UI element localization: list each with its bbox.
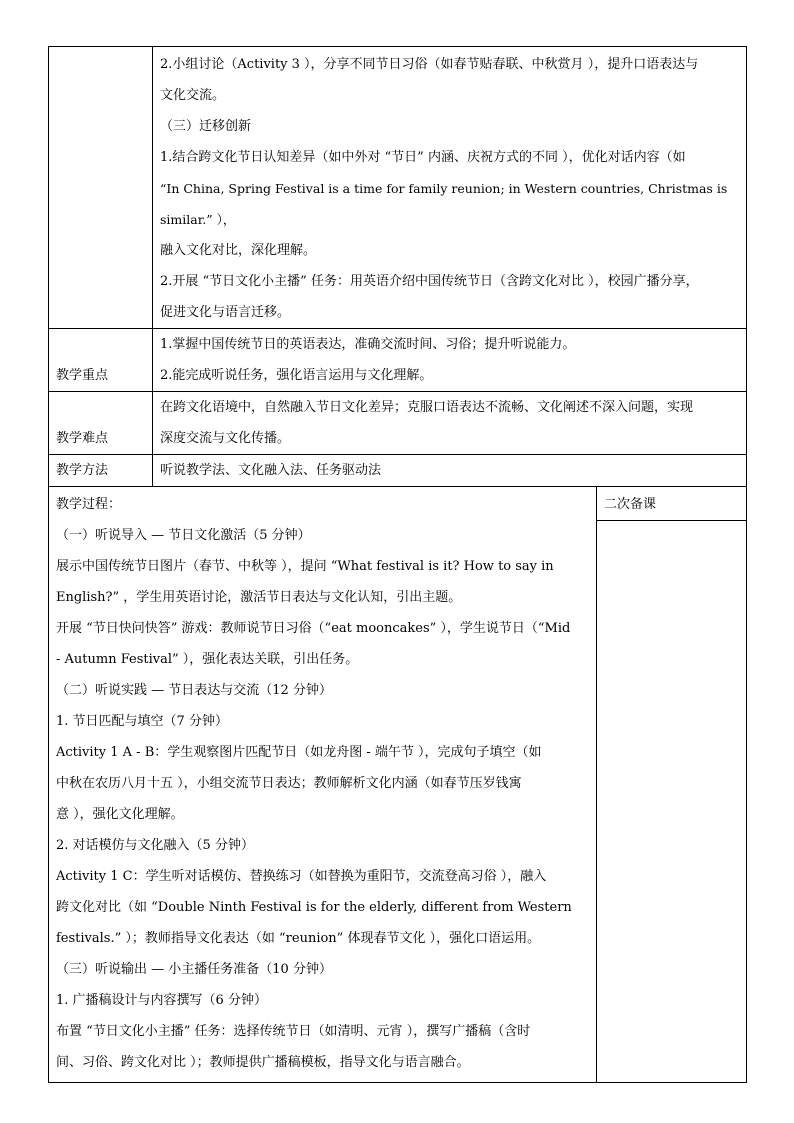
row-methods: [49, 455, 747, 487]
text-line: 展示中国传统节日图片（春节、中秋等 ），提问 “What festival is it? How to say in: [56, 559, 554, 574]
row-methods-content: 听说教学法、文化融入法、任务驱动法: [153, 455, 747, 487]
text-line: （一）听说导入 — 节日文化激活（5 分钟）: [56, 528, 311, 543]
text-line: Activity 1 C：学生听对话模仿、替换练习（如替换为重阳节，交流登高习俗 ），融入: [56, 869, 547, 884]
text-line: 教学过程：: [56, 497, 122, 512]
text-line: 文化交流。: [160, 88, 226, 103]
text-line: 深度交流与文化传播。: [160, 431, 291, 446]
text-line: （三）迁移创新: [160, 119, 252, 134]
row-key-points-label: 教学重点: [49, 329, 153, 392]
text-line: （三）听说输出 — 小主播任务准备（10 分钟）: [56, 962, 332, 977]
row-activities: [49, 47, 747, 329]
row-difficulties: [49, 392, 747, 455]
text-line: 2.小组讨论（Activity 3 ），分享不同节日习俗（如春节贴春联、中秋赏月 ），提升口语表达与: [160, 57, 699, 72]
text-line: 跨文化对比（如 “Double Ninth Festival is for the elderly, different from Western: [56, 900, 572, 915]
text-line: 2.能完成听说任务，强化语言运用与文化理解。: [160, 368, 433, 383]
row-methods-label: 教学方法: [49, 455, 153, 487]
row-process-head: [49, 487, 747, 521]
text-line: 促进文化与语言迁移。: [160, 305, 291, 320]
text-line: 1. 广播稿设计与内容撰写（6 分钟）: [56, 993, 267, 1008]
text-line: 融入文化对比，深化理解。: [160, 243, 317, 258]
text-line: 2. 对话模仿与文化融入（5 分钟）: [56, 838, 254, 853]
side-notes-area: [597, 521, 747, 1083]
text-line: 在跨文化语境中，自然融入节日文化差异；克服口语表达不流畅、文化阐述不深入问题，实现: [160, 400, 694, 415]
row-activities-content: [153, 47, 747, 329]
text-line: Activity 1 A - B：学生观察图片匹配节日（如龙舟图 - 端午节 ），完成句子填空（如: [56, 745, 542, 760]
text-line: festivals.” ）；教师指导文化表达（如 “reunion” 体现春节文化 ），强化口语运用。: [56, 931, 541, 946]
row-key-points: [49, 329, 747, 392]
text-line: English?” ，学生用英语讨论，激活节日表达与文化认知，引出主题。: [56, 590, 462, 605]
text-line: 2.开展 “节日文化小主播” 任务：用英语介绍中国传统节日（含跨文化对比 ），校园广播分享，: [160, 274, 699, 289]
text-line: 间、习俗、跨文化对比 ）；教师提供广播稿模板，指导文化与语言融合。: [56, 1055, 470, 1070]
text-line: “In China, Spring Festival is a time for family reunion; in Western countries, Christmas is similar.” ），: [160, 181, 728, 227]
text-line: 意 ），强化文化理解。: [56, 807, 184, 822]
text-line: 1.掌握中国传统节日的英语表达，准确交流时间、习俗；提升听说能力。: [160, 337, 576, 352]
side-notes-label: 二次备课: [597, 487, 747, 521]
text-line: 中秋在农历八月十五 ），小组交流节日表达；教师解析文化内涵（如春节压岁钱寓: [56, 776, 522, 791]
text-line: （二）听说实践 — 节日表达与交流（12 分钟）: [56, 683, 332, 698]
text-line: - Autumn Festival” ），强化表达关联，引出任务。: [56, 652, 359, 667]
text-line: 布置 “节日文化小主播” 任务：选择传统节日（如清明、元宵 ），撰写广播稿（含时: [56, 1024, 531, 1039]
text-line: 1. 节日匹配与填空（7 分钟）: [56, 714, 228, 729]
text-line: 1.结合跨文化节日认知差异（如中外对 “节日” 内涵、庆祝方式的不同 ），优化对话内容（如: [160, 150, 686, 165]
text-line: 开展 “节日快问快答” 游戏：教师说节日习俗（“eat mooncakes” ），学生说节日（“Mid: [56, 621, 571, 636]
row-difficulties-label: 教学难点: [49, 392, 153, 455]
row-difficulties-content: [153, 392, 747, 455]
document-page: [48, 46, 746, 1083]
row-key-points-content: [153, 329, 747, 392]
process-content: [49, 487, 597, 1083]
lesson-plan-table: [48, 46, 747, 1083]
row-activities-label: [49, 47, 153, 329]
